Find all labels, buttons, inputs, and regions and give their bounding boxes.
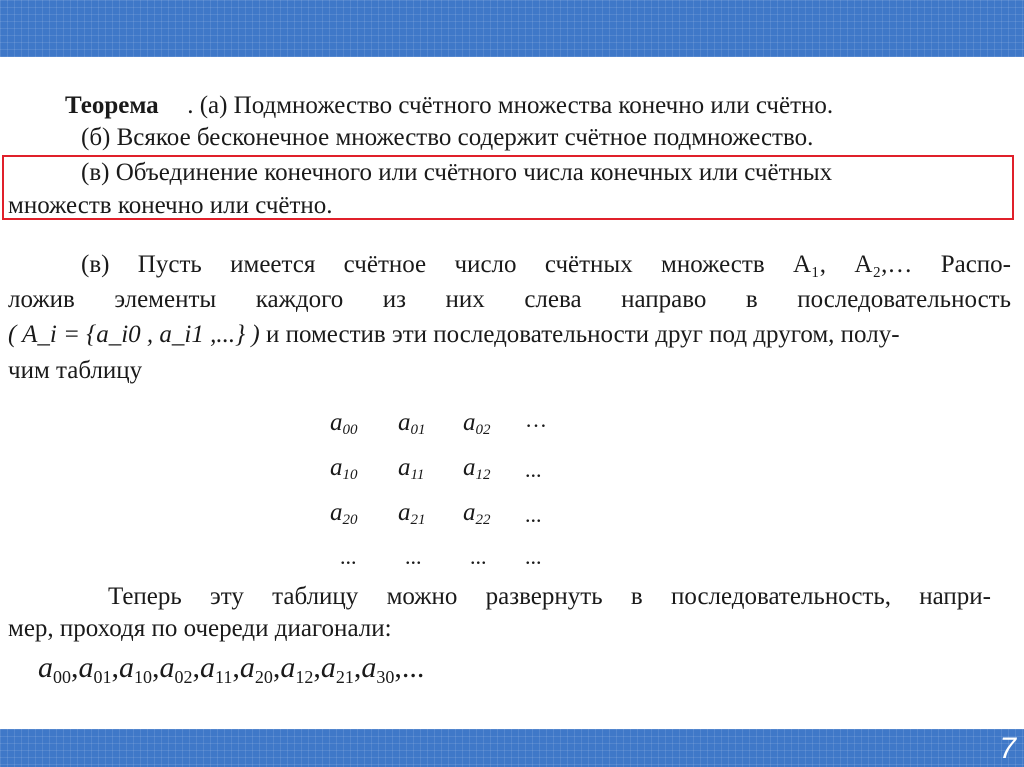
table-ellipsis: ... xyxy=(470,544,487,569)
table-cell: $a_{11}$ xyxy=(398,454,425,483)
sequence-formula: ( A_i = {a_i0 , a_i1 ,...} ) xyxy=(8,321,260,348)
table-cell: $a_{01}$ xyxy=(398,409,426,438)
table-ellipsis: ... xyxy=(525,457,542,482)
bottom-banner xyxy=(0,729,1024,767)
theorem-part-a: . (а) Подмножество счётного множества конечно или счётно. xyxy=(187,92,834,119)
theorem-part-v-line1: (в) Объединение конечного или счётного числа конечных или счётных xyxy=(81,159,833,186)
proof-line4: чим таблицу xyxy=(8,357,143,384)
table-ellipsis: ... xyxy=(525,502,542,527)
proof-line3 xyxy=(8,320,900,350)
theorem-part-v-line2: множеств конечно или счётно. xyxy=(8,192,333,219)
top-banner xyxy=(0,0,1024,57)
proof-line1: (в) Пусть имеется счётное число счётных множеств А₁, А₂,… Распо- xyxy=(81,251,1011,278)
theorem-label: Теорема xyxy=(65,92,159,119)
conclusion-line2: мер, проходя по очереди диагонали: xyxy=(8,615,392,642)
table-cell: $a_{10}$ xyxy=(330,454,358,483)
proof-line2: ложив элементы каждого из них слева направо в последовательность xyxy=(8,286,1011,313)
table-cell: $a_{00}$ xyxy=(330,409,358,438)
table-cell: $a_{02}$ xyxy=(463,409,491,438)
table-ellipsis: ... xyxy=(405,544,422,569)
diagonal-sequence: $a_{00},a_{01},a_{10},a_{02},a_{11},a_{20},a_{12},a_{21},a_{30}$,... xyxy=(38,651,425,687)
table-ellipsis: ... xyxy=(525,544,542,569)
table-cell: $a_{20}$ xyxy=(330,499,358,528)
table-cell: $a_{12}$ xyxy=(463,454,491,483)
theorem-part-b: (б) Всякое бесконечное множество содержит счётное подмножество. xyxy=(81,124,814,151)
slide-number: 7 xyxy=(999,732,1016,765)
conclusion-line1: Теперь эту таблицу можно развернуть в последовательность, напри- xyxy=(108,583,991,610)
table-ellipsis: ... xyxy=(340,544,357,569)
table-cell: $a_{22}$ xyxy=(463,499,491,528)
theorem-line-a xyxy=(65,91,833,121)
table-cell: $a_{21}$ xyxy=(398,499,426,528)
proof-line3-text: и поместив эти последовательности друг под другом, полу- xyxy=(265,321,900,348)
table-ellipsis: … xyxy=(525,407,547,432)
